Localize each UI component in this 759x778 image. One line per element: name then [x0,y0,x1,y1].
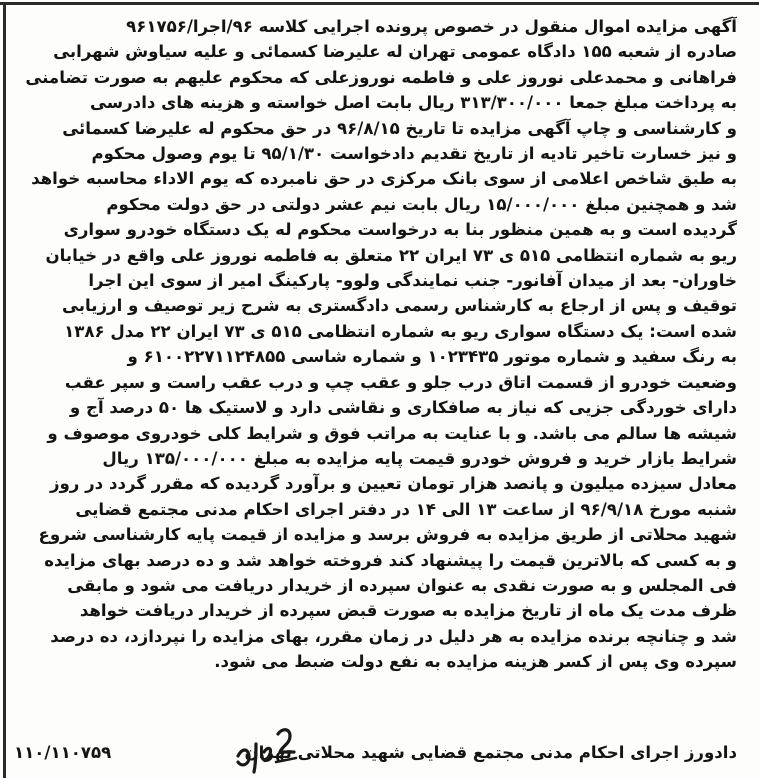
notice-line: شهید محلاتی از طریق مزایده به فروش برسد و مزایده از قیمت پایه کارشناسی شروع [38,525,737,545]
notice-line: به پرداخت مبلغ جمعا ۳۱۳/۳۰۰/۰۰۰ ریال بابت اصل خواسته و هزینه های دادرسی [90,93,737,113]
notice-line: شرایط بازار خرید و فروش خودرو قیمت پایه مزایده به مبلغ ۱۳۵/۰۰۰/۰۰۰ ریال [102,448,737,468]
notice-line: فراهانی و محمدعلی نوروز علی و فاطمه نوروزعلی که محکوم علیهم به صورت تضامنی [25,67,737,87]
notice-line: ظرف مدت یک ماه از تاریخ مزایده به صورت قبض سپرده از خریدار دریافت خواهد [79,601,737,621]
notice-line: شد و چنانچه برنده مزایده به هر دلیل در زمان مقرر، بهای مزایده را نپردازد، ده درصد [50,626,737,646]
notice-line: شد و همچنین مبلغ ۱۵/۰۰۰/۰۰۰ ریال بابت نیم عشر دولتی در حق دولت محکوم [106,194,737,214]
clipping-border-left [3,2,6,778]
notice-line: فی المجلس و به صورت نقدی به عنوان سپرده از خریدار دریافت می شود و مابقی [67,575,737,595]
notice-body-text [16,14,737,675]
notice-line: و نیز خسارت تاخیر تادیه از تاریخ تقدیم دادخواست ۹۵/۱/۳۰ تا یوم وصول محکوم [91,144,737,164]
notice-line: و کارشناسی و چاپ آگهی مزایده تا تاریخ ۹۶/۸/۱۵ در حق محکوم له علیرضا کسمائی [62,118,737,138]
notice-line: سپرده وی پس از کسر هزینه مزایده به نفع دولت ضبط می شود. [214,652,737,672]
notice-line: صادره از شعبه ۱۵۵ دادگاه عمومی تهران له علیرضا کسمائی و علیه سیاوش شهرابی [53,42,737,62]
notice-line: شنبه مورخ ۹۶/۹/۱۸ از ساعت ۱۳ الی ۱۴ در دفتر اجرای احکام مدنی مجتمع قضایی [75,499,737,519]
notice-line: به رنگ سفید و شماره موتور ۱۰۲۳۴۳۵ و شماره شاسی ۶۱۰۰۲۲۷۱۱۲۴۸۵۵ و [127,347,737,367]
notice-line: و به کسی که بالاترین قیمت را پیشنهاد کند فروخته خواهد شد و ده درصد بهای مزایده [44,550,737,570]
notice-line: آگهی مزایده اموال منقول در خصوص پرونده اجرایی کلاسه ۹۶/اجرا/۹۶۱۷۵۶ [126,17,737,36]
notice-line: به طبق شاخص اعلامی از سوی بانک مرکزی در حق نامبرده که یوم الاداء محاسبه خواهد [31,169,737,189]
handwritten-mark [232,722,302,778]
notice-line: ریو به شماره انتظامی ۵۱۵ ی ۷۳ ایران ۲۲ متعلق به فاطمه نوروز علی واقع در خیابان [45,245,737,265]
notice-line: شده است: یک دستگاه سواری ریو به شماره انتظامی ۵۱۵ ی ۷۳ ایران ۲۲ مدل ۱۳۸۶ [64,321,737,341]
notice-line: معادل سیزده میلیون و پانصد هزار تومان تعیین و برآورد گردیده که مقرر گردد در روز [49,474,737,494]
clipping-border-top [0,2,759,5]
notice-line: وضعیت خودرو از قسمت اتاق درب جلو و عقب چپ و درب عقب راست و سپر عقب [64,372,737,392]
notice-line: شیشه ها سالم می باشد. و با عنایت به مراتب فوق و شرایط کلی خودروی موصوف و [47,423,737,443]
notice-line: دارای خوردگی جزیی که نیاز به صافکاری و نقاشی دارد و لاستیک ها ۵۰ درصد آج و [69,398,737,418]
reference-number: ۱۱۰/۱۱۰۷۵۹ [14,743,112,762]
notice-line: خاوران- بعد از میدان آفانور- جنب نمایندگی ولوو- پارکینگ امیر از سوی این اجرا [88,271,737,291]
notice-line: توقیف و پس از ارجاع به کارشناس رسمی دادگستری به شرح زیر توصیف و ارزیابی [61,296,737,316]
issuer-signature-line: دادورز اجرای احکام مدنی مجتمع قضایی شهید محلاتی تهران [244,743,737,762]
notice-line: گردیده است و به همین منظور بنا به درخواست محکوم له یک دستگاه خودرو سواری [63,220,737,240]
notice-footer [14,740,737,772]
